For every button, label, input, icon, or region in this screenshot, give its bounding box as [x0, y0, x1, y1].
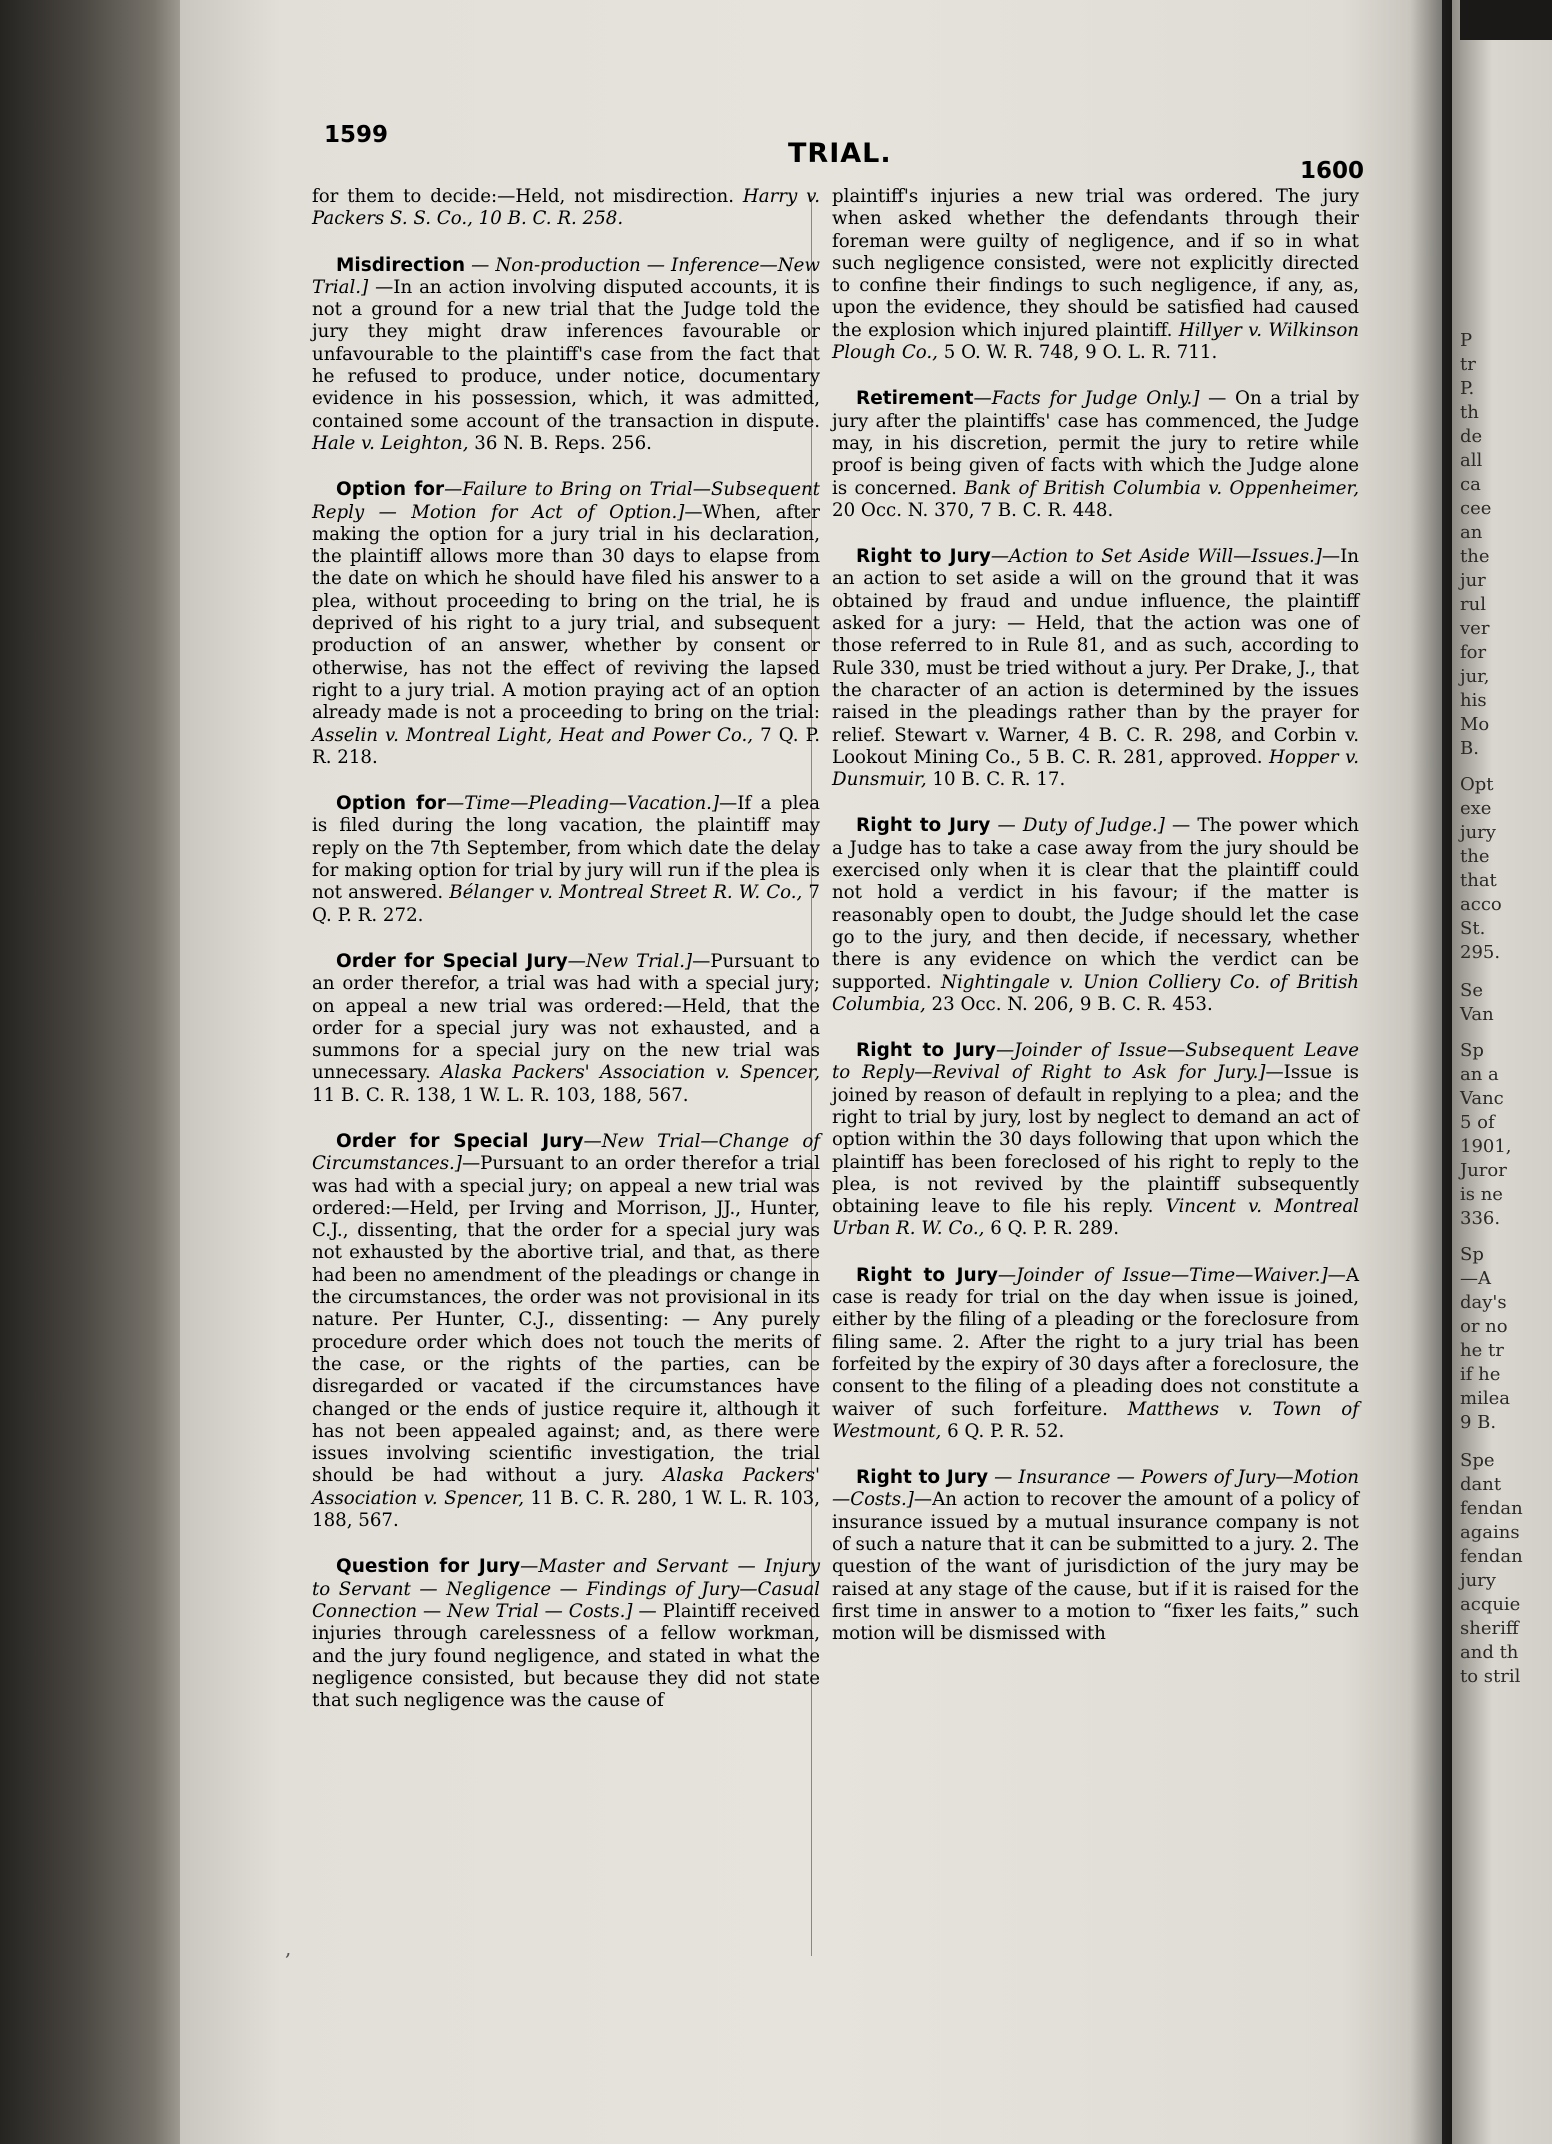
digest-entry	[832, 1467, 1359, 1645]
entry-citation: Alaska Packers' Association v. Spencer,	[430, 1062, 820, 1084]
next-page-fragment: ca	[1460, 474, 1481, 495]
next-page-fragment: he tr	[1460, 1340, 1504, 1361]
digest-entry	[312, 479, 820, 769]
entry-citation: Nightingale v. Union Colliery Co. of British Columbia,	[832, 971, 1359, 1015]
entry-reporter: 20 Occ. N. 370, 7 B. C. R. 448.	[832, 499, 1114, 521]
next-page-fragment: for	[1460, 642, 1487, 663]
next-page-fragment: P	[1460, 330, 1473, 351]
entry-citation: Alaska Packers' Association v. Spencer,	[312, 1465, 820, 1509]
next-page-fragment: 295.	[1460, 942, 1501, 963]
next-page-fragment: St.	[1460, 918, 1486, 939]
entry-citation: Asselin v. Montreal Light, Heat and Power Co.,	[312, 724, 754, 746]
next-page-fragment: milea	[1460, 1388, 1510, 1409]
entry-reporter: 7 Q. P. R. 272.	[312, 882, 821, 926]
entry-subject: — Non-production — Inference—New Trial.]	[312, 254, 820, 298]
next-page-fragment: Se	[1460, 980, 1483, 1001]
right-carryover-text: plaintiff's injuries a new trial was ordered. The jury when asked whether the defendants through their foreman were guilty of negligence, and if so in what such negligence consisted, were not explicitly directed to confine their findings to such negligence, if any, as, upon the evidence, they should be satisfied had caused the explosion which injured plaintiff.	[832, 186, 1359, 341]
entry-subject: —Master and Servant — Injury to Servant — Negligence — Findings of Jury—Casual Connection — New Trial — Costs.]	[312, 1556, 820, 1622]
entry-citation: Bélanger v. Montreal Street R. W. Co.,	[443, 882, 803, 904]
left-entry-list	[312, 255, 820, 1713]
next-page-fragment: Sp	[1460, 1244, 1484, 1265]
next-page-fragment: and th	[1460, 1642, 1519, 1663]
entry-body: —Pursuant to an order therefor a trial was had with a special jury; on appeal a new trial was ordered:—Held, per Irving and Morrison, JJ., Hunter, C.J., dissenting, that the order for a special jury was not exhausted by the abortive trial, and that, as there had been no amendment of the pleadings or change in the circumstances, the order was not provisional in its nature. Per Hunter, C.J., dissenting: — Any purely procedure order which does not touch the merits of the case, or the rights of the parties, can be disregarded or vacated if the circumstances have changed or the ends of justice require it, although it has not been appealed against; and, as there were issues involving scientific investigation, the trial should be had without a jury.	[312, 1153, 820, 1487]
next-page-fragment: ver	[1460, 618, 1490, 639]
entry-subject: — Duty of Judge.]	[990, 815, 1165, 837]
entry-reporter: 10 B. C. R. 17.	[926, 769, 1066, 791]
entry-heading: Question for Jury	[336, 1556, 521, 1578]
digest-entry	[832, 388, 1359, 522]
entry-subject: — Insurance — Powers of Jury—Motion—Costs.]	[832, 1467, 1359, 1511]
entry-subject: —Failure to Bring on Trial—Subsequent Reply — Motion for Act of Option.]	[312, 479, 820, 523]
next-page-fragment: agains	[1460, 1522, 1520, 1543]
entry-subject: —New Trial.]	[567, 950, 693, 972]
page-number-right: 1600	[1300, 158, 1365, 184]
entry-heading: Misdirection	[336, 254, 466, 276]
next-page-fragment: 1901,	[1460, 1136, 1512, 1157]
next-page-fragment: cee	[1460, 498, 1492, 519]
entry-heading: Right to Jury	[856, 1264, 998, 1286]
right-entry-list	[832, 388, 1359, 1645]
next-page-fragment: jury	[1460, 1570, 1496, 1591]
entry-body: —Pursuant to an order therefor, a trial was had with a special jury; on appeal a new trial was ordered:—Held, that the order for a special jury was not exhausted, and a summons for a special jury on the new trial was unnecessary.	[312, 950, 820, 1084]
next-page-fragment: day's	[1460, 1292, 1507, 1313]
stray-mark: ,	[285, 1936, 292, 1960]
next-page-fragment: that	[1460, 870, 1497, 891]
next-page-fragment: —A	[1460, 1268, 1491, 1289]
next-page-fragment: acco	[1460, 894, 1502, 915]
next-page-fragment: an	[1460, 522, 1483, 543]
right-carryover-paragraph	[832, 186, 1359, 364]
next-page-fragment: 5 of	[1460, 1112, 1495, 1133]
left-carryover-paragraph	[312, 186, 820, 231]
entry-body: —In an action to set aside a will on the ground that it was obtained by fraud and undue influence, the plaintiff asked for a jury: — Held, that the action was one of those referred to in Rule 81, and as such, according to Rule 330, must be tried without a jury. Per Drake, J., that the character of an action is determined by the issues raised in the pleadings rather than by the prayer for relief. Stewart v. Warner, 4 B. C. R. 298, and Corbin v. Lookout Mining Co., 5 B. C. R. 281, approved.	[832, 546, 1359, 768]
entry-body: — The power which a Judge has to take a case away from the jury should be exercised only when it is clear that the plaintiff could not hold a verdict in his favour; if the matter is reasonably open to doubt, the Judge should let the case go to the jury, and then decide, if necessary, whether there is any evidence on which the verdict can be supported.	[832, 815, 1359, 993]
entry-subject: —Facts for Judge Only.]	[973, 388, 1200, 410]
entry-citation: Vincent v. Montreal Urban R. W. Co.,	[832, 1196, 1359, 1240]
next-page-fragment: Juror	[1460, 1160, 1507, 1181]
right-column	[832, 186, 1359, 1670]
next-page-fragment: tr	[1460, 354, 1476, 375]
entry-subject: —Action to Set Aside Will—Issues.]	[990, 546, 1322, 568]
page-number-left: 1599	[324, 122, 389, 148]
next-page-fragment: B.	[1460, 738, 1479, 759]
entry-subject: —Joinder of Issue—Subsequent Leave to Reply—Revival of Right to Ask for Jury.]	[832, 1040, 1359, 1084]
digest-entry	[312, 1131, 820, 1532]
entry-heading: Retirement	[856, 388, 974, 410]
next-page-fragment: is ne	[1460, 1184, 1503, 1205]
entry-body: —If a plea is filed during the long vacation, the plaintiff may reply on the 7th September, from which date the delay for making option for trial by jury will run if the plea is not answered.	[312, 793, 820, 904]
digest-entry	[832, 1265, 1359, 1443]
next-page-fragment: the	[1460, 846, 1490, 867]
next-page-fragment: exe	[1460, 798, 1492, 819]
digest-entry	[832, 546, 1359, 791]
digest-entry	[312, 793, 820, 927]
entry-reporter: 6 Q. P. R. 52.	[941, 1420, 1065, 1442]
entry-reporter: 36 N. B. Reps. 256.	[468, 432, 652, 454]
entry-heading: Right to Jury	[856, 546, 991, 568]
running-title: TRIAL.	[788, 138, 892, 169]
next-page-fragment: 336.	[1460, 1208, 1501, 1229]
next-page-fragment: fendan	[1460, 1498, 1523, 1519]
entry-reporter: 7 Q. P. R. 218.	[312, 724, 820, 768]
entry-reporter: 11 B. C. R. 138, 1 W. L. R. 103, 188, 567.	[312, 1084, 689, 1106]
entry-reporter: 23 Occ. N. 206, 9 B. C. R. 453.	[925, 993, 1213, 1015]
entry-body: —Issue is joined by reason of default in replying to a plea; and the right to trial by jury, lost by neglect to demand an act of option within the 30 days following that upon which the plaintiff has been foreclosed of his right to reply to the plea, is not revived by the plaintiff subsequently obtaining leave to file his reply.	[832, 1062, 1359, 1218]
next-page-fragment: de	[1460, 426, 1483, 447]
entry-body: —An action to recover the amount of a policy of insurance issued by a mutual insurance company is not of such a nature that it can be submitted to a jury. 2. The question of the want of jurisdiction of the jury may be raised at any stage of the cause, but if it is raised for the first time in answer to a motion to “fixer les faits,” such motion will be dismissed with	[832, 1489, 1359, 1645]
entry-citation: Hopper v. Dunsmuir,	[832, 746, 1359, 791]
right-carryover-citation: Hillyer v. Wilkinson Plough Co.,	[832, 319, 1359, 364]
next-page-fragment: jur,	[1460, 666, 1490, 687]
next-page-fragment: an a	[1460, 1064, 1499, 1085]
next-page-fragment: if he	[1460, 1364, 1501, 1385]
digest-entry	[832, 815, 1359, 1016]
entry-subject: —Time—Pleading—Vacation.]	[446, 793, 720, 815]
entry-subject: —New Trial—Change of Circumstances.]	[312, 1130, 821, 1175]
next-page-fragment: Sp	[1460, 1040, 1484, 1061]
next-page-fragment: fendan	[1460, 1546, 1523, 1567]
next-page-fragment: all	[1460, 450, 1483, 471]
entry-body: —When, after making the option for a jury trial in his declaration, the plaintiff allows more than 30 days to elapse from the date on which he should have filed his answer to a plea, without proceeding to bring on the trial, he is deprived of his right to a jury trial, and subsequent production of an answer, whether by consent or otherwise, has not the effect of reviving the lapsed right to a jury trial. A motion praying act of an option already made is not a proceeding to bring on the trial:	[312, 501, 820, 724]
next-page-edge	[1452, 0, 1552, 2144]
entry-heading: Order for Special Jury	[336, 950, 568, 972]
digest-entry	[832, 1040, 1359, 1241]
next-page-fragment: Mo	[1460, 714, 1490, 735]
entry-heading: Option for	[336, 793, 447, 815]
book-spine	[0, 0, 180, 2144]
scan-corner	[1460, 0, 1552, 40]
next-page-fragment: rul	[1460, 594, 1486, 615]
entry-heading: Right to Jury	[856, 815, 991, 837]
next-page-fragment: th	[1460, 402, 1479, 423]
next-page-fragment: jury	[1460, 822, 1496, 843]
entry-heading: Right to Jury	[856, 1040, 996, 1062]
next-page-fragment: his	[1460, 690, 1487, 711]
next-page-fragment: the	[1460, 546, 1490, 567]
next-page-fragment: 9 B.	[1460, 1412, 1497, 1433]
left-column	[312, 186, 820, 1736]
entry-citation: Matthews v. Town of Westmount,	[832, 1398, 1359, 1442]
next-page-fragment: to stril	[1460, 1666, 1521, 1687]
next-page-fragment: sheriff	[1460, 1618, 1519, 1639]
digest-entry	[312, 1556, 820, 1712]
entry-reporter: 11 B. C. R. 280, 1 W. L. R. 103, 188, 567.	[312, 1487, 820, 1532]
next-page-fragment: dant	[1460, 1474, 1502, 1495]
entry-subject: —Joinder of Issue—Time—Waiver.]	[997, 1264, 1328, 1286]
entry-body: — Plaintiff received injuries through carelessness of a fellow workman, and the jury found negligence, and stated in what the negligence consisted, but because they did not state that such negligence was the cause of	[312, 1600, 820, 1712]
next-page-fragment: Vanc	[1460, 1088, 1504, 1109]
right-carryover-tail: 5 O. W. R. 748, 9 O. L. R. 711.	[937, 342, 1218, 364]
entry-body: —In an action involving disputed accounts, it is not a ground for a new trial that the Judge told the jury they might draw inferences favourable or unfavourable to the plaintiff's case from the fact that he refused to produce, under notice, documentary evidence in his possession, which, it was admitted, contained some account of the transaction in dispute.	[312, 276, 820, 432]
entry-reporter: 6 Q. P. R. 289.	[984, 1218, 1120, 1240]
next-page-fragment: Spe	[1460, 1450, 1495, 1471]
entry-body: — On a trial by jury after the plaintiffs' case has commenced, the Judge may, in his discretion, permit the jury to retire while proof is being given of facts with which the Judge alone is concerned.	[832, 388, 1359, 499]
next-page-fragment: Opt	[1460, 774, 1494, 795]
entry-heading: Option for	[336, 479, 445, 501]
next-page-fragment: acquie	[1460, 1594, 1521, 1615]
entry-heading: Order for Special Jury	[336, 1130, 584, 1152]
left-carryover-citation: Harry v. Packers S. S. Co., 10 B. C. R. 258.	[312, 186, 820, 230]
entry-heading: Right to Jury	[856, 1467, 989, 1489]
next-page-fragment: P.	[1460, 378, 1475, 399]
entry-body: —A case is ready for trial on the day when issue is joined, either by the filing of a pleading or the foreclosure from filing same. 2. After the right to a jury trial has been forfeited by the expiry of 30 days after a foreclosure, the consent to the filing of a pleading does not constitute a waiver of such forfeiture.	[832, 1264, 1359, 1420]
entry-citation: Bank of British Columbia v. Oppenheimer,	[956, 477, 1360, 499]
digest-entry	[312, 255, 820, 456]
digest-entry	[312, 951, 820, 1107]
next-page-fragment: or no	[1460, 1316, 1508, 1337]
next-page-fragment: Van	[1460, 1004, 1494, 1025]
left-carryover-text: for them to decide:—Held, not misdirection.	[312, 186, 734, 207]
entry-citation: Hale v. Leighton,	[312, 432, 469, 454]
next-page-fragment: jur	[1460, 570, 1486, 591]
